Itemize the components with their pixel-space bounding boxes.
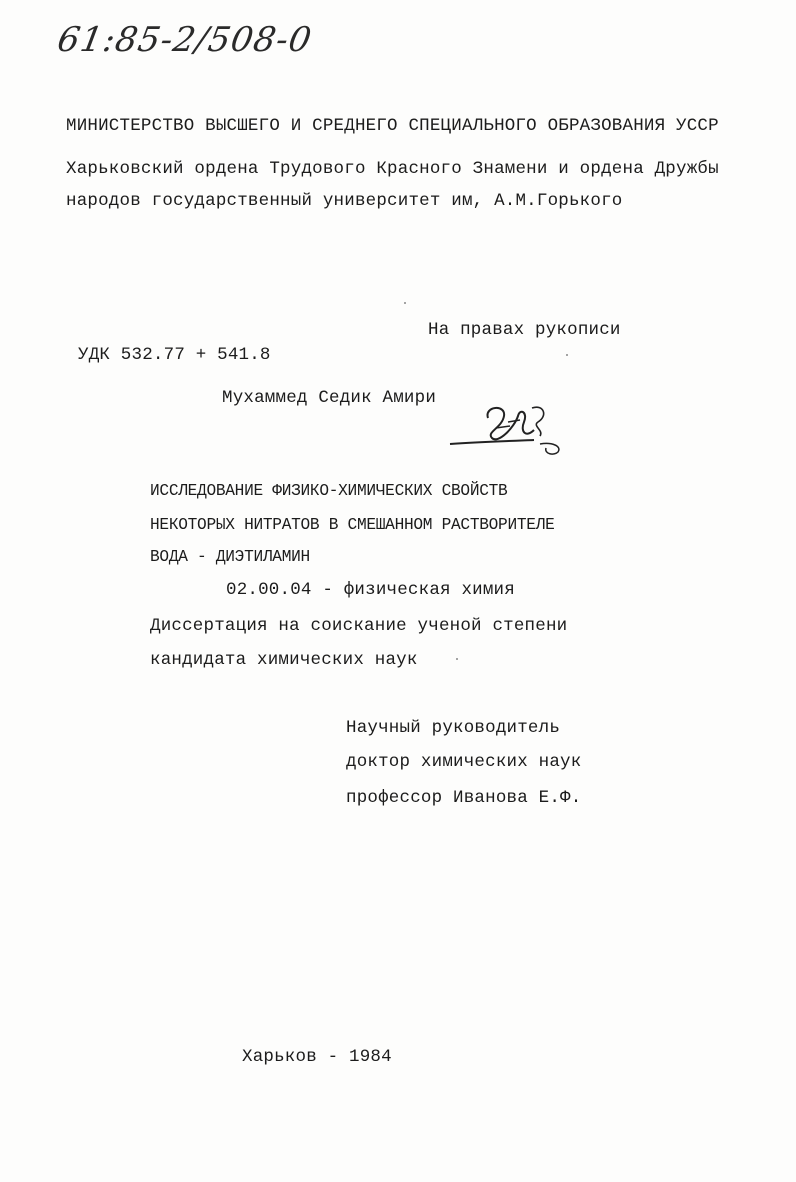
supervisor-line-1: Научный руководитель [346, 718, 561, 738]
thesis-title-line-3: ВОДА - ДИЭТИЛАМИН [150, 548, 310, 567]
udc-code: УДК 532.77 + 541.8 [78, 345, 271, 365]
paper-speck [566, 354, 568, 356]
thesis-title-line-2: НЕКОТОРЫХ НИТРАТОВ В СМЕШАННОМ РАСТВОРИТЕЛЕ [150, 516, 555, 535]
place-and-year: Харьков - 1984 [242, 1047, 392, 1067]
university-line-1: Харьковский ордена Трудового Красного Знамени и ордена Дружбы [66, 159, 719, 179]
author-signature [448, 398, 566, 460]
supervisor-line-2: доктор химических наук [346, 752, 582, 772]
specialty-code: 02.00.04 - физическая химия [226, 580, 515, 600]
supervisor-line-3: профессор Иванова Е.Ф. [346, 788, 582, 808]
university-line-2: народов государственный университет им, А.М.Горького [66, 191, 623, 211]
paper-speck [404, 302, 406, 304]
ministry-heading: МИНИСТЕРСТВО ВЫСШЕГО И СРЕДНЕГО СПЕЦИАЛЬНОГО ОБРАЗОВАНИЯ УССР [66, 116, 719, 136]
paper-speck [456, 658, 458, 660]
archive-number-handwritten: 61:85-2/508-0 [54, 20, 316, 60]
author-name: Мухаммед Седик Амири [222, 388, 437, 408]
degree-line-2: кандидата химических наук [150, 650, 418, 670]
thesis-title-line-1: ИССЛЕДОВАНИЕ ФИЗИКО-ХИМИЧЕСКИХ СВОЙСТВ [150, 482, 508, 501]
manuscript-note: На правах рукописи [428, 320, 621, 340]
degree-line-1: Диссертация на соискание ученой степени [150, 616, 568, 636]
